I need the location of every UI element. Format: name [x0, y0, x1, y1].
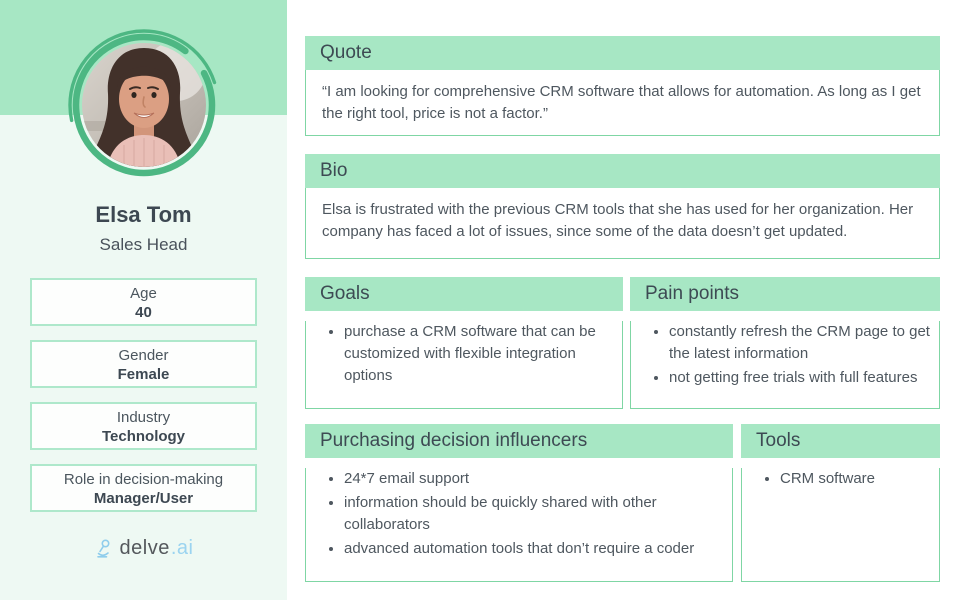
avatar-portrait-icon: [68, 29, 220, 181]
attribute-list: [30, 278, 257, 526]
attribute-value: Female: [117, 366, 170, 383]
section-purchasing-title: Purchasing decision influencers: [305, 424, 733, 458]
list-item: • not getting free trials with full features: [669, 367, 939, 389]
attribute-label: Industry: [116, 409, 171, 426]
section-pain-points: [630, 277, 940, 409]
attribute-role-in-decision-making: [30, 464, 257, 512]
list-item: • constantly refresh the CRM page to get the latest information: [669, 321, 939, 365]
row-goals-painpoints: [305, 277, 940, 409]
goals-list: [306, 321, 622, 387]
section-goals-title: Goals: [305, 277, 623, 311]
list-item: • advanced automation tools that don’t require a coder: [344, 538, 732, 560]
quote-text: “I am looking for comprehensive CRM software that allows for automation. As long as I get the right tool, price is not a factor.”: [322, 83, 921, 122]
microscope-icon: [94, 538, 114, 560]
section-tools-body: [741, 468, 940, 582]
delve-ai-logo[interactable]: [0, 537, 287, 560]
tools-list: [742, 468, 939, 490]
list-item: • purchase a CRM software that can be customized with flexible integration options: [344, 321, 622, 387]
section-tools: [741, 424, 940, 582]
sidebar: [0, 0, 287, 600]
attribute-label: Role in decision-making: [63, 471, 224, 488]
section-quote-body: [305, 70, 940, 136]
bio-text: Elsa is frustrated with the previous CRM tools that she has used for her organization. Her company has faced a lot of issues, since some of the data doesn’t get updated.: [322, 201, 914, 240]
persona-name: Elsa Tom: [95, 202, 192, 227]
persona-role: Sales Head: [99, 235, 188, 254]
attribute-value: Technology: [101, 428, 186, 445]
section-bio-body: [305, 188, 940, 259]
section-quote-title: Quote: [305, 36, 940, 70]
attribute-age: [30, 278, 257, 326]
section-tools-title: Tools: [741, 424, 940, 458]
attribute-industry: [30, 402, 257, 450]
section-purchasing-decision-influencers: [305, 424, 733, 582]
list-item: • information should be quickly shared with other collaborators: [344, 492, 732, 536]
section-bio: [305, 154, 940, 259]
section-bio-title: Bio: [305, 154, 940, 188]
row-influencers-tools: [305, 424, 940, 582]
purchasing-list: [306, 468, 732, 560]
attribute-gender: [30, 340, 257, 388]
section-goals: [305, 277, 623, 409]
attribute-value: Manager/User: [93, 490, 194, 507]
section-pain-points-body: [630, 321, 940, 409]
list-item: • CRM software: [780, 468, 939, 490]
logo-suffix-text: .ai: [170, 537, 194, 559]
list-item: • 24*7 email support: [344, 468, 732, 490]
avatar: [68, 29, 220, 181]
attribute-label: Gender: [118, 347, 169, 364]
persona-details: [305, 36, 940, 582]
section-pain-points-title: Pain points: [630, 277, 940, 311]
section-goals-body: [305, 321, 623, 409]
attribute-value: 40: [135, 304, 152, 321]
attribute-label: Age: [130, 285, 157, 302]
pain-points-list: [631, 321, 939, 389]
section-quote: [305, 36, 940, 136]
section-purchasing-body: [305, 468, 733, 582]
logo-brand-text: delve: [119, 537, 170, 559]
